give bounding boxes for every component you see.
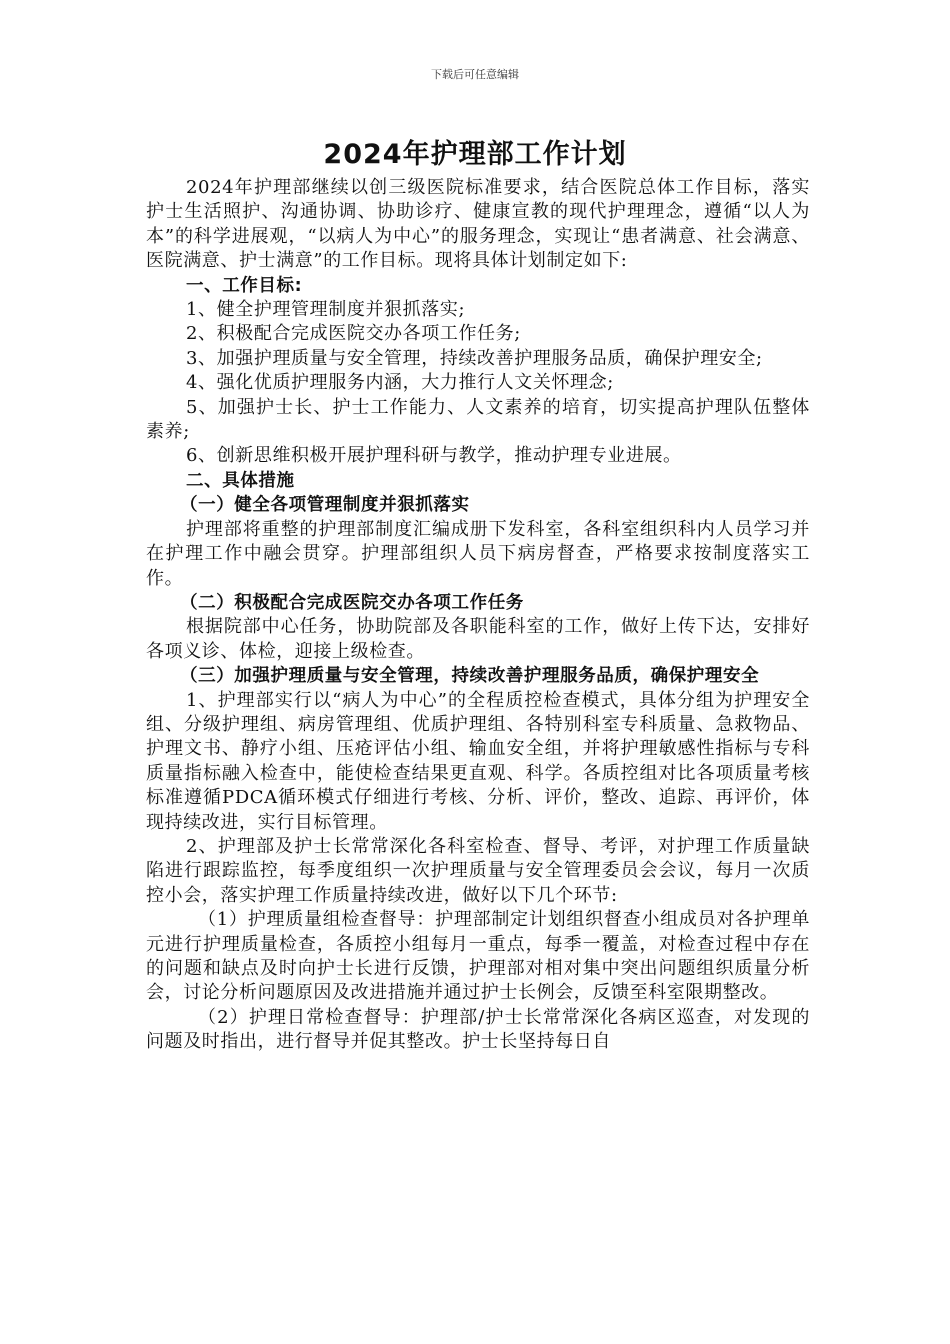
body-paragraph: 2、护理部及护士长常常深化各科室检查、督导、考评，对护理工作质量缺陷进行跟踪监控，每季度组织一次护理质量与安全管理委员会会议，每月一次质控小会，落实护理工作质量持续改进，做好以下几个环节:	[146, 835, 810, 906]
subsection-heading: （一）健全各项管理制度并狠抓落实	[180, 495, 470, 516]
header-note: 下载后可任意编辑	[431, 68, 519, 81]
section-heading-measures: 二、具体措施	[186, 470, 295, 491]
body-paragraph: 护理部将重整的护理部制度汇编成册下发科室，各科室组织科内人员学习并在护理工作中融会贯穿。护理部组织人员下病房督查，严格要求按制度落实工作。	[146, 518, 810, 589]
subsection-heading: （三）加强护理质量与安全管理，持续改善护理服务品质，确保护理安全	[180, 666, 760, 687]
intro-paragraph: 2024年护理部继续以创三级医院标准要求，结合医院总体工作目标，落实护士生活照护、沟通协调、协助诊疗、健康宣教的现代护理理念，遵循“以人为本”的科学进展观，“以病人为中心”的服务理念，实现让“患者满意、社会满意、医院满意、护士满意”的工作目标。现将具体计划制定如下:	[146, 177, 810, 272]
body-paragraph: 根据院部中心任务，协助院部及各职能科室的工作，做好上传下达，安排好各项义诊、体检，迎接上级检查。	[146, 616, 810, 662]
document-title: 2024年护理部工作计划	[323, 139, 627, 170]
goal-item: 6、创新思维积极开展护理科研与教学，推动护理专业进展。	[186, 445, 682, 467]
body-paragraph: 1、护理部实行以“病人为中心”的全程质控检查模式，具体分组为护理安全组、分级护理组、病房管理组、优质护理组、各特别科室专科质量、急救物品、护理文书、静疗小组、压疮评估小组、输血安全组，并将护理敏感性指标与专科质量指标融入检查中，能使检查结果更直观、科学。各质控组对比各项质量考核标准遵循PDCA循环模式仔细进行考核、分析、评价，整改、追踪、再评价，体现持续改进，实行目标管理。	[146, 689, 810, 833]
subsection-heading: （二）积极配合完成医院交办各项工作任务	[180, 592, 524, 613]
sub-item-paragraph: （1）护理质量组检查督导：护理部制定计划组织督查小组成员对各护理单元进行护理质量检查，各质控小组每月一重点，每季一覆盖，对检查过程中存在的问题和缺点及时向护士长进行反馈，护理部对相对集中突出问题组织质量分析会，讨论分析问题原因及改进措施并通过护士长例会，反馈至科室限期整改。	[146, 909, 810, 1004]
goal-item: 1、健全护理管理制度并狠抓落实;	[186, 299, 466, 321]
document-body	[146, 176, 810, 1055]
goal-item: 4、强化优质护理服务内涵，大力推行人文关怀理念;	[186, 372, 614, 394]
section-heading-goals: 一、工作目标:	[186, 275, 303, 296]
goal-item: 5、加强护士长、护士工作能力、人文素养的培育，切实提高护理队伍整体素养;	[146, 396, 810, 443]
goal-item: 3、加强护理质量与安全管理，持续改善护理服务品质，确保护理安全;	[186, 347, 763, 369]
goal-item: 2、积极配合完成医院交办各项工作任务;	[186, 323, 521, 345]
sub-item-paragraph: （2）护理日常检查督导：护理部/护士长常常深化各病区巡查，对发现的问题及时指出，进行督导并促其整改。护士长坚持每日自	[146, 1006, 810, 1053]
